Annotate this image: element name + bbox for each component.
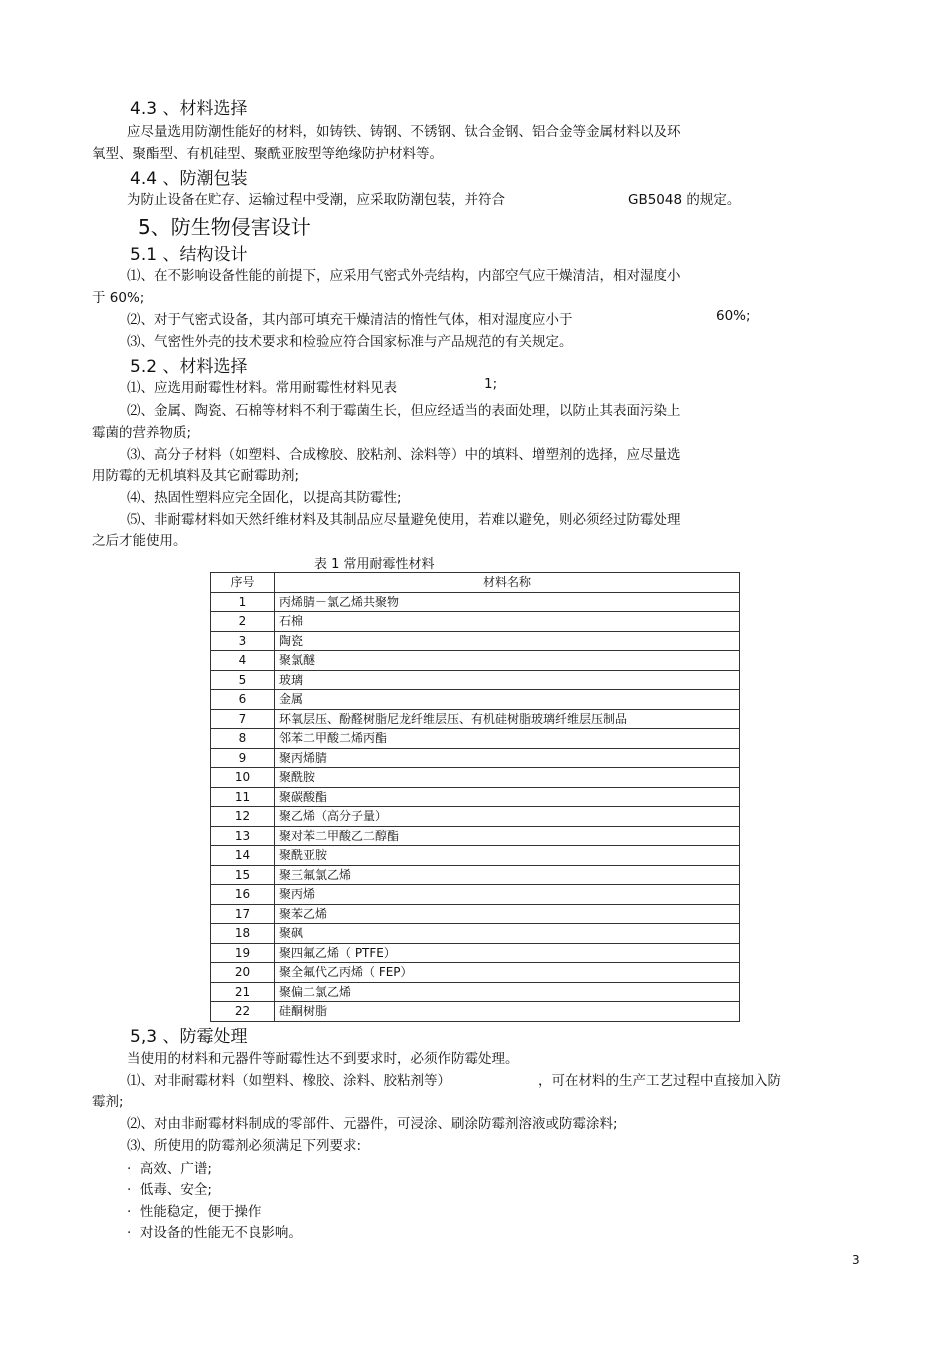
heading-5-1: 5.1 、结构设计 [130, 245, 248, 265]
cell-no: 5 [211, 670, 275, 690]
cell-material-name: 环氧层压、酚醛树脂尼龙纤维层压、有机硅树脂玻璃纤维层压制品 [275, 709, 740, 729]
item-5-3-1b: ，可在材料的生产工艺过程中直接加入防 [538, 1073, 781, 1089]
cell-no: 8 [211, 729, 275, 749]
cell-material-name: 聚乙烯（高分子量） [275, 807, 740, 827]
cell-material-name: 陶瓷 [275, 631, 740, 651]
table-header-row [211, 573, 740, 593]
cell-no: 10 [211, 768, 275, 788]
cell-material-name: 邻苯二甲酸二烯丙酯 [275, 729, 740, 749]
cell-no: 22 [211, 1002, 275, 1022]
item-5-1-2b: 60%; [716, 308, 751, 324]
cell-no: 3 [211, 631, 275, 651]
para-5-3-intro: 当使用的材料和元器件等耐霉性达不到要求时，必须作防霉处理。 [127, 1051, 519, 1067]
bullet-item [127, 1157, 212, 1177]
para-4-4-a: 为防止设备在贮存、运输过程中受潮，应采取防潮包装，并符合 [127, 192, 505, 208]
table-row [211, 846, 740, 866]
cell-no: 2 [211, 612, 275, 632]
bullet-mark: · [127, 1182, 132, 1198]
cell-material-name: 聚丙烯 [275, 885, 740, 905]
item-5-2-2b: 霉菌的营养物质; [92, 425, 192, 441]
table-row [211, 904, 740, 924]
table-row [211, 826, 740, 846]
item-5-2-1b: 1; [484, 376, 498, 392]
table-body [211, 592, 740, 1021]
page-number: 3 [852, 1253, 860, 1267]
table-row [211, 807, 740, 827]
bullet-text: 高效、广谱; [139, 1161, 212, 1177]
cell-no: 19 [211, 943, 275, 963]
cell-no: 11 [211, 787, 275, 807]
cell-material-name: 聚酰胺 [275, 768, 740, 788]
table-row [211, 690, 740, 710]
table-caption: 表 1 常用耐霉性材料 [314, 557, 435, 572]
item-5-3-1a: ⑴、对非耐霉材料（如塑料、橡胶、涂料、胶粘剂等） [127, 1073, 451, 1089]
cell-no: 14 [211, 846, 275, 866]
table-row [211, 670, 740, 690]
item-5-1-1b: 于 60%; [92, 290, 145, 306]
bullet-item [127, 1200, 261, 1220]
heading-5-3: 5,3 、防霉处理 [130, 1027, 248, 1047]
cell-material-name: 聚全氟代乙丙烯（ FEP） [275, 963, 740, 983]
item-5-2-2a: ⑵、金属、陶瓷、石棉等材料不利于霉菌生长，但应经适当的表面处理，以防止其表面污染上 [127, 403, 681, 419]
cell-material-name: 丙烯腈－氯乙烯共聚物 [275, 592, 740, 612]
cell-no: 20 [211, 963, 275, 983]
bullet-item [127, 1178, 212, 1198]
cell-no: 17 [211, 904, 275, 924]
item-5-2-5a: ⑸、非耐霉材料如天然纤维材料及其制品应尽量避免使用，若难以避免，则必须经过防霉处理 [127, 512, 681, 528]
item-5-3-1c: 霉剂; [92, 1094, 124, 1110]
item-5-2-1a: ⑴、应选用耐霉性材料。常用耐霉性材料见表 [127, 380, 397, 396]
table-row [211, 709, 740, 729]
cell-no: 15 [211, 865, 275, 885]
heading-5: 5、防生物侵害设计 [138, 215, 311, 239]
table-row [211, 943, 740, 963]
bullet-text: 性能稳定，便于操作 [139, 1204, 262, 1220]
table-row [211, 592, 740, 612]
cell-material-name: 硅酮树脂 [275, 1002, 740, 1022]
cell-material-name: 石棉 [275, 612, 740, 632]
table-row [211, 748, 740, 768]
cell-no: 18 [211, 924, 275, 944]
item-5-2-3a: ⑶、高分子材料（如塑料、合成橡胶、胶粘剂、涂料等）中的填料、增塑剂的选择，应尽量选 [127, 447, 681, 463]
bullet-mark: · [127, 1161, 132, 1177]
table-row [211, 612, 740, 632]
para-4-3-line2: 氧型、聚酯型、有机硅型、聚酰亚胺型等绝缘防护材料等。 [92, 146, 443, 162]
cell-material-name: 金属 [275, 690, 740, 710]
cell-material-name: 聚砜 [275, 924, 740, 944]
cell-no: 4 [211, 651, 275, 671]
cell-material-name: 聚对苯二甲酸乙二醇酯 [275, 826, 740, 846]
heading-4-3: 4.3 、材料选择 [130, 99, 248, 119]
cell-no: 16 [211, 885, 275, 905]
table-row [211, 768, 740, 788]
cell-material-name: 聚苯乙烯 [275, 904, 740, 924]
table-row [211, 982, 740, 1002]
bullet-mark: · [127, 1204, 132, 1220]
table-row [211, 631, 740, 651]
column-header-name: 材料名称 [275, 573, 740, 593]
cell-material-name: 玻璃 [275, 670, 740, 690]
bullet-mark: · [127, 1225, 132, 1241]
cell-material-name: 聚偏二氯乙烯 [275, 982, 740, 1002]
item-5-3-3: ⑶、所使用的防霉剂必须满足下列要求: [127, 1138, 362, 1154]
cell-no: 9 [211, 748, 275, 768]
cell-material-name: 聚氯醚 [275, 651, 740, 671]
heading-5-2: 5.2 、材料选择 [130, 357, 248, 377]
item-5-3-2: ⑵、对由非耐霉材料制成的零部件、元器件，可浸涂、刷涂防霉剂溶液或防霉涂料; [127, 1116, 618, 1132]
para-4-4-b: GB5048 的规定。 [628, 192, 741, 208]
table-row [211, 865, 740, 885]
bullet-item [127, 1221, 302, 1241]
item-5-1-2a: ⑵、对于气密式设备，其内部可填充干燥清洁的惰性气体，相对湿度应小于 [127, 312, 573, 328]
cell-no: 6 [211, 690, 275, 710]
cell-no: 21 [211, 982, 275, 1002]
para-4-3-line1: 应尽量选用防潮性能好的材料，如铸铁、铸钢、不锈钢、钛合金钢、铝合金等金属材料以及环 [127, 124, 681, 140]
materials-table [210, 572, 740, 1022]
column-header-no: 序号 [211, 573, 275, 593]
cell-material-name: 聚丙烯腈 [275, 748, 740, 768]
cell-material-name: 聚四氟乙烯（ PTFE） [275, 943, 740, 963]
table-row [211, 963, 740, 983]
cell-material-name: 聚三氟氯乙烯 [275, 865, 740, 885]
cell-no: 13 [211, 826, 275, 846]
item-5-2-3b: 用防霉的无机填料及其它耐霉助剂; [92, 468, 300, 484]
item-5-1-1a: ⑴、在不影响设备性能的前提下，应采用气密式外壳结构，内部空气应干燥清洁，相对湿度小 [127, 268, 681, 284]
cell-material-name: 聚碳酸酯 [275, 787, 740, 807]
table-row [211, 651, 740, 671]
table-row [211, 885, 740, 905]
heading-4-4: 4.4 、防潮包装 [130, 169, 248, 189]
cell-no: 12 [211, 807, 275, 827]
item-5-1-3: ⑶、气密性外壳的技术要求和检验应符合国家标准与产品规范的有关规定。 [127, 334, 573, 350]
table-row [211, 924, 740, 944]
cell-material-name: 聚酰亚胺 [275, 846, 740, 866]
bullet-text: 对设备的性能无不良影响。 [139, 1225, 302, 1241]
item-5-2-5b: 之后才能使用。 [92, 533, 187, 549]
table-row [211, 729, 740, 749]
cell-no: 1 [211, 592, 275, 612]
item-5-2-4: ⑷、热固性塑料应完全固化，以提高其防霉性; [127, 490, 402, 506]
cell-no: 7 [211, 709, 275, 729]
table-row [211, 787, 740, 807]
bullet-text: 低毒、安全; [139, 1182, 212, 1198]
table-row [211, 1002, 740, 1022]
